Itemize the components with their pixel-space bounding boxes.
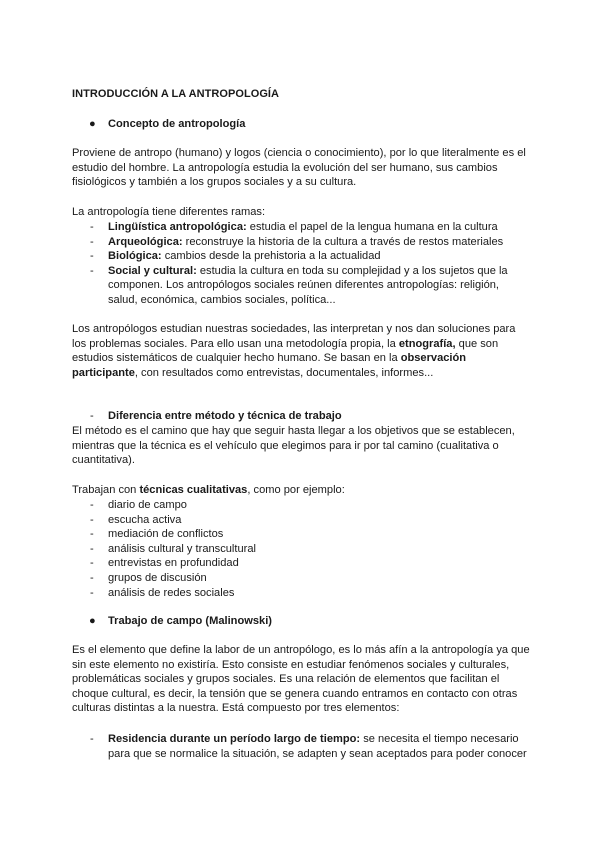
techniques-list [72,498,530,600]
bullet-icon: ● [89,118,96,130]
list-item: - mediación de conflictos [90,528,224,541]
list-item: - análisis cultural y transcultural [90,542,256,555]
list-item: - grupos de discusión [90,571,207,584]
list-item: - Biológica: cambios desde la prehistoria a la actualidad [90,250,381,263]
list-item: - diario de campo [90,499,187,511]
paragraph-branches-intro: La antropología tiene diferentes ramas: [72,206,266,218]
elements-list [72,732,530,761]
list-item: - Arqueológica: reconstruye la historia de la cultura a través de restos materiales [90,235,504,248]
list-item: - Social y cultural: estudia la cultura en toda su complejidad y a los sujetos que la componen. Los antropólogos sociales reúnen diferentes antropologías: religión, salud, económica, cambios sociales, política... [90,264,508,306]
section-heading-trabajo-campo: ● Trabajo de campo (Malinowski) [89,615,272,627]
list-item: - escucha activa [90,513,182,526]
paragraph-intro: Proviene de antropo (humano) y logos (ciencia o conocimiento), por lo que literalmente es el estudio del hombre. La antropología estudia la evolución del ser humano, sus cambios fisiológicos y también a los grupos sociales y a su cultura. [72,147,526,189]
section-heading-concepto: ● Concepto de antropología [89,118,246,130]
list-item: - entrevistas en profundidad [90,557,239,570]
section-heading-metodo: - Diferencia entre método y técnica de trabajo [90,410,342,422]
branches-list [72,220,530,308]
paragraph-metodo: El método es el camino que hay que seguir hasta llegar a los objetivos que se establecen, mientras que la técnica es el vehículo que elegimos para ir por tal camino (cualitativa o cuantitativa). [72,425,515,467]
bullet-icon: ● [89,615,96,627]
list-item: - Residencia durante un período largo de tiempo: se necesita el tiempo necesario para que se normalice la situación, se adapten y sean aceptados para poder conocer [90,733,527,760]
document-title: INTRODUCCIÓN A LA ANTROPOLOGÍA [72,88,280,100]
paragraph-anthropologists: Los antropólogos estudian nuestras sociedades, las interpretan y nos dan soluciones para los problemas sociales. Para ello usan una metodología propia, la etnografía, que son estudios sistemáticos de cualquier hecho humano. Se basan en la observación participante, con resultados como entrevistas, documentales, informes... [72,323,516,379]
list-item: - Lingüística antropológica: estudia el papel de la lengua humana en la cultura [90,221,498,233]
paragraph-techniques-intro: Trabajan con técnicas cualitativas, como por ejemplo: [72,484,345,496]
paragraph-trabajo-campo: Es el elemento que define la labor de un antropólogo, es lo más afín a la antropología ya que sin este elemento no existiría. Esto consiste en estudiar fenómenos sociales y culturales, problemáticas sociales y grupos sociales. Es una relación de elementos que facilitan el choque cultural, es decir, la tensión que se genera cuando entramos en contacto con otras culturas distintas a la nuestra. Está compuesto por tres elementos: [72,644,530,715]
list-item: - análisis de redes sociales [90,586,235,599]
